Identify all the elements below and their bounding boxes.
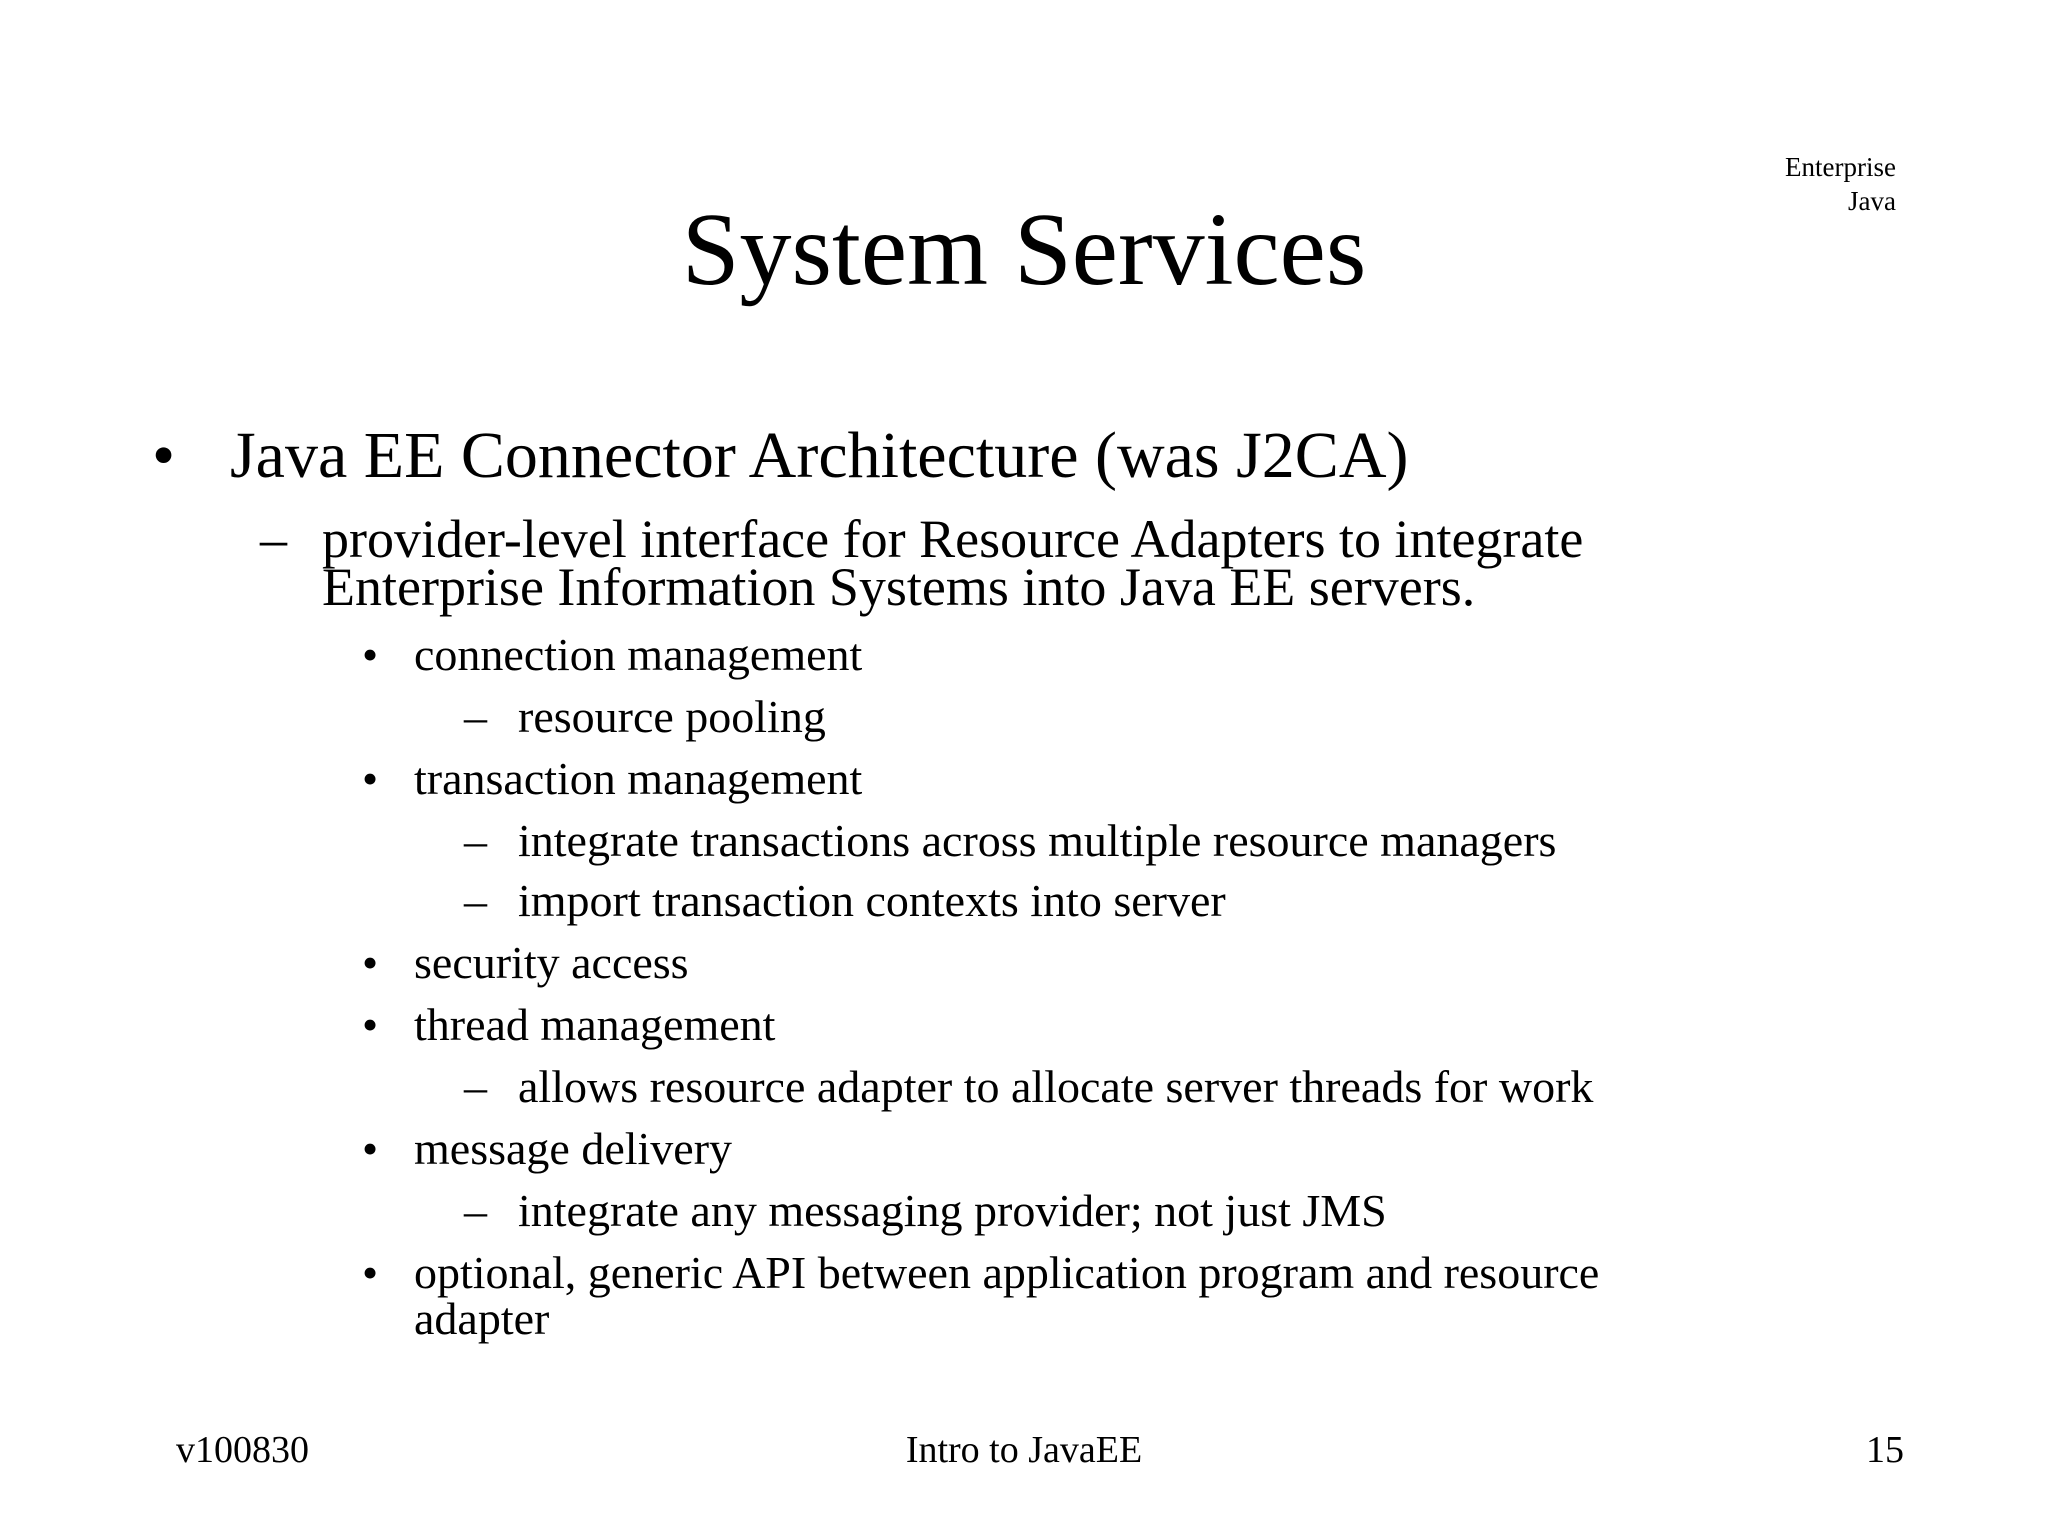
dash-marker: – — [464, 1185, 487, 1236]
footer-page-number: 15 — [1866, 1429, 1904, 1471]
bullet-marker: • — [362, 1247, 379, 1298]
sub-bullet-line2: Enterprise Information Systems into Java EE servers. — [322, 557, 1476, 617]
sub-bullet-line1: provider-level interface for Resource Adapters to integrate — [322, 509, 1584, 569]
footer-version: v100830 — [176, 1429, 309, 1471]
bullet-marker: • — [362, 999, 379, 1050]
list-item: security access — [414, 937, 689, 988]
list-item: message delivery — [414, 1123, 733, 1174]
list-subitem: import transaction contexts into server — [518, 875, 1226, 926]
list-subitem: integrate transactions across multiple resource managers — [518, 815, 1557, 866]
list-subitem: integrate any messaging provider; not just JMS — [518, 1185, 1387, 1236]
footer-course: Intro to JavaEE — [905, 1429, 1143, 1471]
list-item: transaction management — [414, 753, 863, 804]
corner-label-line2: Java — [1848, 186, 1896, 216]
dash-marker: – — [464, 875, 487, 926]
list-item: thread management — [414, 999, 776, 1050]
bullet-marker: • — [152, 419, 176, 492]
bullet-marker: • — [362, 1123, 379, 1174]
dash-marker: – — [464, 815, 487, 866]
dash-marker: – — [464, 1061, 487, 1112]
list-subitem: allows resource adapter to allocate server threads for work — [518, 1061, 1594, 1112]
corner-label-line1: Enterprise — [1785, 152, 1896, 182]
list-item: optional, generic API between application program and resource — [414, 1247, 1600, 1298]
slide-title: System Services — [681, 192, 1367, 307]
dash-marker: – — [464, 691, 487, 742]
list-subitem: resource pooling — [518, 691, 826, 742]
dash-marker: – — [260, 509, 287, 569]
bullet-marker: • — [362, 753, 379, 804]
bullet-marker: • — [362, 937, 379, 988]
list-item: connection management — [414, 629, 863, 680]
list-item-continuation: adapter — [414, 1293, 550, 1344]
main-bullet-text: Java EE Connector Architecture (was J2CA) — [230, 419, 1409, 492]
bullet-marker: • — [362, 629, 379, 680]
